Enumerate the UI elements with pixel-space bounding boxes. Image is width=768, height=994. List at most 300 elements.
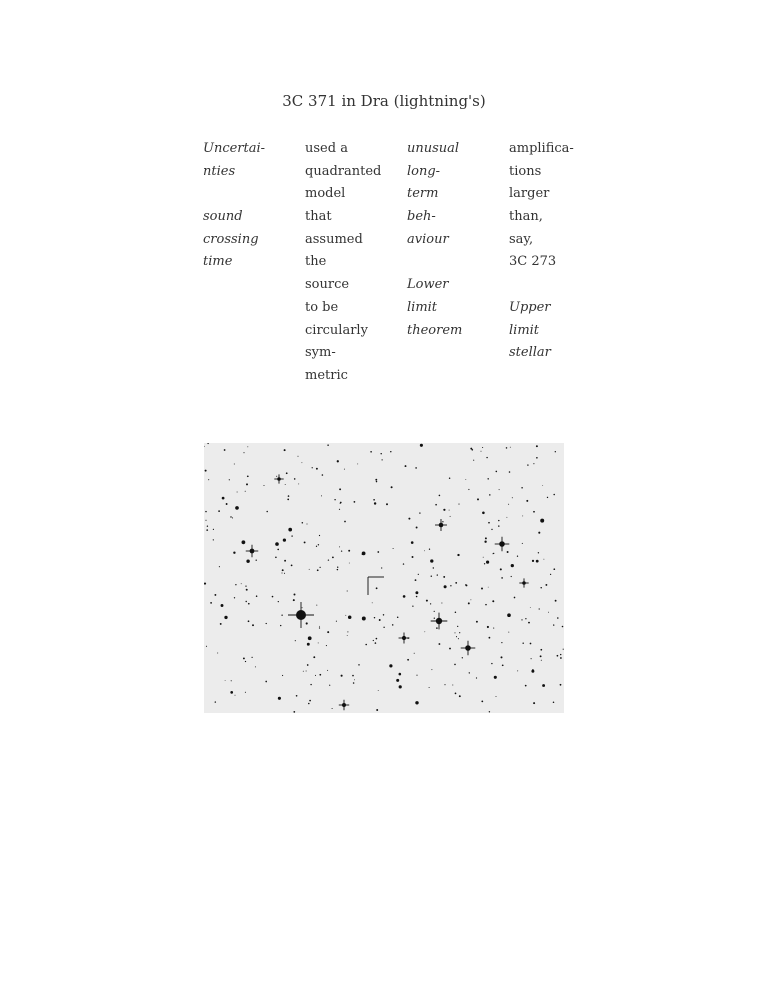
page-title: 3C 371 in Dra (lightning's) — [282, 92, 486, 110]
star — [309, 700, 311, 702]
star — [407, 659, 409, 661]
star — [562, 626, 564, 628]
star — [542, 485, 543, 486]
star-field-image — [204, 443, 564, 713]
column-line: Lower — [407, 277, 449, 293]
star — [307, 643, 310, 646]
star — [485, 537, 487, 539]
star — [496, 471, 498, 473]
star — [508, 632, 509, 633]
star — [255, 666, 256, 667]
star — [206, 529, 208, 531]
column-line: tions — [509, 163, 542, 179]
star — [229, 479, 230, 480]
star — [245, 601, 246, 602]
star — [285, 484, 286, 485]
star — [341, 550, 342, 551]
star — [560, 657, 562, 659]
star — [429, 687, 430, 688]
column-line: stellar — [509, 345, 551, 361]
star — [412, 606, 413, 607]
star — [424, 631, 425, 632]
star — [287, 499, 289, 501]
star — [334, 499, 335, 500]
star — [326, 645, 327, 646]
star — [348, 550, 350, 552]
star — [286, 472, 288, 474]
star — [288, 528, 292, 532]
star — [242, 540, 246, 544]
star — [526, 500, 528, 502]
star — [341, 675, 343, 677]
star — [252, 624, 254, 626]
star — [373, 640, 374, 641]
star — [547, 497, 548, 498]
star — [459, 695, 461, 697]
star — [372, 602, 373, 603]
star — [224, 449, 226, 451]
star — [508, 504, 509, 505]
star — [316, 468, 318, 470]
star — [521, 619, 522, 620]
star — [512, 497, 513, 498]
star — [337, 569, 338, 570]
star — [246, 589, 248, 591]
star — [347, 635, 348, 636]
star — [275, 557, 277, 559]
column-line: quadranted — [305, 163, 382, 179]
column-line: aviour — [407, 231, 449, 247]
star — [543, 559, 544, 560]
star — [234, 464, 235, 465]
star — [288, 495, 290, 497]
star — [362, 617, 366, 621]
star — [383, 627, 384, 628]
star — [266, 511, 268, 513]
star — [431, 575, 432, 576]
star — [399, 673, 402, 676]
star — [488, 522, 490, 524]
star — [470, 599, 471, 600]
star — [307, 524, 308, 525]
column-line: crossing — [203, 231, 259, 247]
star — [408, 518, 410, 520]
star — [281, 572, 282, 573]
star — [533, 511, 535, 513]
column-line: than, — [509, 209, 543, 225]
star — [403, 563, 404, 564]
star — [306, 671, 307, 672]
star — [548, 612, 549, 613]
star — [337, 460, 339, 462]
star — [439, 495, 441, 497]
star — [302, 607, 303, 608]
column-line: beh- — [407, 209, 436, 225]
star — [553, 624, 554, 625]
star — [313, 656, 315, 658]
star — [246, 483, 248, 485]
star — [415, 701, 418, 704]
column-line: used a — [305, 141, 348, 156]
star — [301, 462, 302, 463]
star — [263, 485, 264, 486]
star — [530, 607, 531, 608]
star — [484, 563, 485, 564]
star — [489, 637, 491, 639]
star — [550, 574, 551, 575]
star — [378, 690, 379, 691]
star — [489, 711, 490, 712]
star — [247, 475, 249, 477]
star — [248, 603, 250, 605]
star — [340, 502, 341, 503]
star — [237, 492, 238, 493]
star — [218, 510, 220, 512]
star — [245, 491, 246, 492]
star — [210, 602, 212, 604]
star — [344, 469, 345, 470]
star — [295, 640, 296, 641]
star — [498, 525, 499, 526]
star — [555, 600, 557, 602]
star — [327, 444, 329, 446]
star — [511, 564, 514, 567]
star — [213, 529, 214, 530]
star — [444, 684, 445, 685]
star — [397, 617, 399, 619]
star — [376, 481, 377, 482]
star — [449, 477, 450, 478]
star — [266, 623, 267, 624]
star — [476, 621, 478, 623]
star — [302, 522, 304, 524]
star — [293, 711, 295, 713]
star — [492, 553, 493, 554]
star — [247, 446, 248, 447]
column-line: theorem — [407, 322, 463, 338]
star — [365, 644, 367, 646]
star — [291, 565, 293, 567]
star — [481, 451, 482, 452]
star — [485, 604, 487, 606]
star — [442, 521, 443, 522]
star — [492, 600, 494, 602]
star — [557, 617, 559, 619]
star — [415, 579, 417, 581]
star — [215, 701, 216, 702]
star — [241, 583, 242, 584]
star — [468, 489, 469, 490]
star — [293, 599, 295, 601]
star — [382, 459, 383, 460]
star — [455, 693, 457, 695]
star — [308, 703, 310, 705]
star — [498, 520, 499, 521]
star — [487, 626, 489, 628]
star — [509, 471, 511, 473]
star — [251, 657, 252, 658]
column-line: time — [203, 254, 233, 270]
star — [501, 656, 503, 658]
star — [224, 616, 227, 619]
star — [553, 494, 555, 496]
star — [303, 671, 304, 672]
star — [393, 548, 394, 549]
star — [481, 701, 483, 703]
star — [484, 541, 486, 543]
star — [486, 561, 489, 564]
star — [308, 636, 312, 640]
star — [219, 566, 220, 567]
star — [205, 470, 207, 472]
column-line: amplifica- — [509, 141, 574, 156]
star — [536, 445, 538, 447]
star — [319, 627, 320, 628]
star — [304, 541, 306, 543]
star — [511, 576, 512, 577]
star — [319, 626, 320, 627]
star — [420, 444, 423, 447]
star — [538, 552, 539, 553]
star — [476, 677, 477, 678]
star — [272, 596, 274, 598]
column-line: nties — [203, 163, 236, 179]
column-line: circularly — [305, 322, 368, 338]
column-line: unusual — [407, 141, 460, 156]
star — [555, 451, 556, 452]
star — [339, 509, 340, 510]
star — [318, 544, 319, 545]
star — [375, 479, 377, 481]
star — [468, 602, 470, 604]
star — [455, 582, 457, 584]
star — [345, 615, 346, 616]
star — [278, 601, 279, 602]
star — [230, 691, 233, 694]
star — [349, 563, 350, 564]
star — [507, 551, 509, 553]
column-line: say, — [509, 231, 534, 247]
star — [527, 464, 528, 465]
star — [322, 474, 324, 476]
star — [477, 498, 479, 500]
column-line: metric — [305, 367, 348, 383]
star — [309, 569, 310, 570]
column-line: model — [305, 186, 346, 202]
star — [539, 608, 540, 609]
star — [282, 569, 284, 571]
star — [291, 535, 292, 536]
column-line: limit — [509, 322, 540, 338]
star — [284, 449, 286, 451]
star — [441, 602, 442, 603]
star — [280, 625, 281, 626]
star — [256, 595, 258, 597]
star — [491, 529, 492, 530]
star — [390, 451, 391, 452]
star — [531, 670, 534, 673]
star — [517, 556, 518, 557]
star — [235, 506, 239, 510]
star — [243, 452, 244, 453]
star — [517, 670, 518, 671]
text-column-3 — [407, 138, 507, 342]
star — [315, 675, 316, 676]
star — [525, 685, 527, 687]
star — [332, 708, 333, 709]
star — [321, 495, 322, 496]
star — [506, 517, 507, 518]
star — [380, 453, 381, 454]
text-column-1 — [203, 138, 303, 274]
star — [486, 457, 487, 458]
star — [275, 542, 279, 546]
star — [294, 594, 296, 596]
star — [265, 681, 267, 683]
star — [339, 488, 341, 490]
star — [374, 617, 375, 618]
star — [375, 642, 377, 644]
star — [536, 560, 539, 563]
star — [358, 664, 359, 665]
star — [532, 560, 534, 562]
star — [374, 502, 376, 504]
star — [344, 521, 346, 523]
star — [376, 638, 378, 640]
star — [415, 467, 417, 469]
star — [494, 676, 497, 679]
star — [415, 591, 418, 594]
star — [226, 503, 228, 505]
star — [450, 516, 451, 517]
star — [376, 587, 378, 589]
star — [452, 685, 453, 686]
star — [281, 615, 282, 616]
column-line: Upper — [509, 299, 551, 315]
star — [214, 594, 216, 596]
star — [489, 494, 491, 496]
star — [522, 515, 523, 516]
star — [235, 695, 236, 696]
star — [391, 486, 393, 488]
star — [488, 587, 489, 588]
star — [339, 546, 340, 547]
star — [298, 456, 299, 457]
star — [521, 487, 523, 489]
star — [430, 559, 433, 562]
star — [389, 664, 392, 667]
star — [458, 504, 459, 505]
star — [536, 457, 538, 459]
star — [416, 596, 418, 598]
star — [316, 546, 317, 547]
column-line: long- — [407, 163, 441, 179]
star — [405, 465, 407, 467]
column-line: sound — [203, 209, 243, 225]
star — [348, 615, 352, 619]
column-line: assumed — [305, 231, 363, 247]
star — [435, 504, 437, 506]
column-line: term — [407, 186, 439, 202]
star — [245, 661, 246, 662]
star — [454, 664, 456, 666]
star — [483, 557, 484, 558]
star — [533, 463, 534, 464]
star — [296, 695, 298, 697]
star — [462, 657, 463, 658]
star — [496, 696, 497, 697]
star — [553, 701, 555, 703]
star — [416, 675, 417, 676]
star — [221, 604, 224, 607]
column-line — [407, 251, 507, 274]
star — [386, 503, 388, 505]
star — [377, 551, 379, 553]
star — [379, 619, 381, 621]
star — [332, 557, 334, 559]
star — [336, 621, 337, 622]
star — [208, 479, 209, 480]
star — [282, 675, 283, 676]
star — [450, 585, 451, 586]
star — [276, 476, 277, 477]
star — [522, 543, 523, 544]
star — [444, 585, 447, 588]
star — [500, 568, 502, 570]
star — [396, 679, 399, 682]
star — [220, 623, 222, 625]
star — [506, 447, 508, 449]
star — [256, 560, 257, 561]
star — [424, 550, 425, 551]
column-line: to be — [305, 299, 339, 315]
column-line — [509, 274, 609, 297]
star — [457, 626, 458, 627]
star — [443, 509, 445, 511]
star — [528, 622, 530, 624]
star — [431, 669, 432, 670]
star — [542, 684, 545, 687]
star — [307, 664, 309, 666]
star — [205, 511, 206, 512]
star — [362, 551, 366, 555]
star — [298, 483, 299, 484]
star — [430, 603, 431, 604]
star — [482, 512, 485, 515]
star — [373, 499, 375, 501]
star — [473, 460, 474, 461]
star — [306, 622, 308, 624]
star — [553, 568, 555, 570]
star — [481, 588, 483, 590]
star — [329, 685, 330, 686]
star — [328, 559, 329, 560]
star — [294, 478, 296, 480]
star — [456, 636, 457, 637]
star — [403, 595, 406, 598]
star — [525, 618, 526, 619]
star — [443, 576, 445, 578]
star — [399, 685, 402, 688]
star — [434, 611, 435, 612]
star — [235, 584, 236, 585]
star — [318, 642, 319, 643]
star — [233, 552, 235, 554]
star — [501, 577, 503, 579]
column-line: limit — [407, 299, 438, 315]
star — [357, 463, 358, 464]
star — [434, 618, 435, 619]
